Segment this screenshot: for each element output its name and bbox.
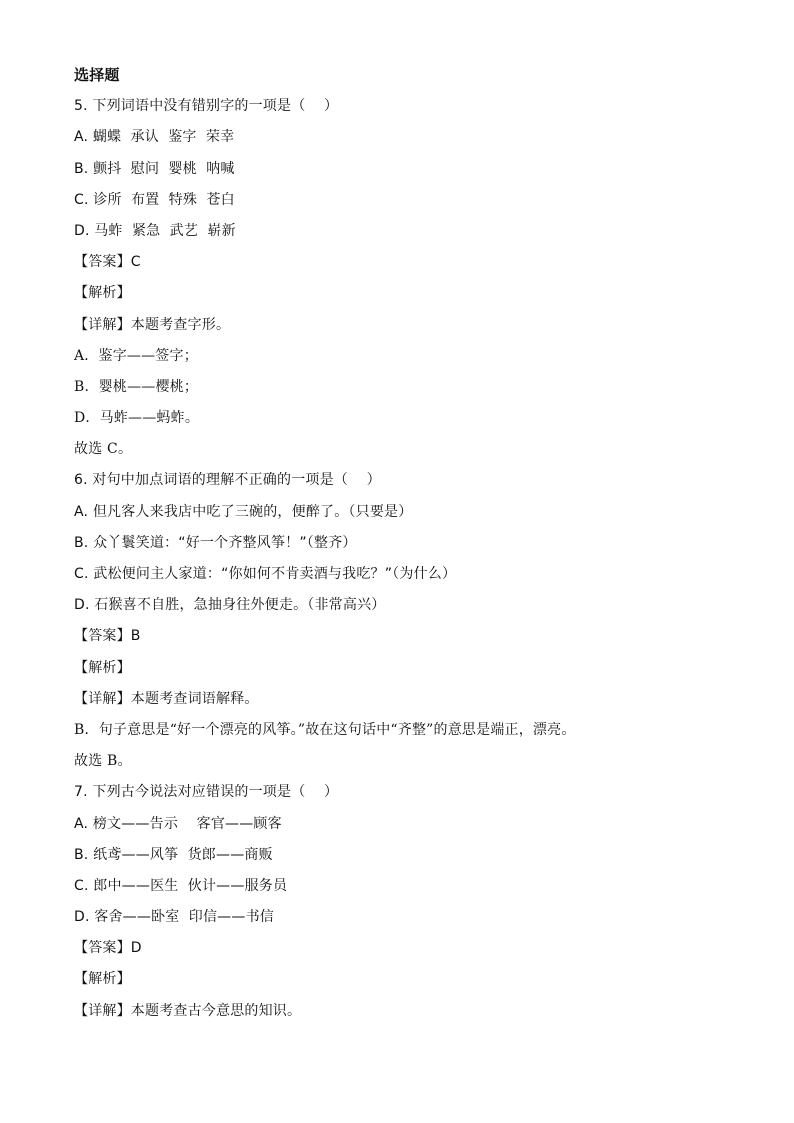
q7-stem: 7. 下列古今说法对应错误的一项是（ ）: [74, 784, 339, 801]
q5-answer: 【答案】C: [74, 254, 141, 271]
q5-note-b: B．婴桃——樱桃；: [74, 378, 199, 395]
q6-stem: 6. 对句中加点词语的理解不正确的一项是（ ）: [74, 472, 381, 489]
q6-option-d: D. 石猴喜不自胜，急抽身往外便走。（非常高兴）: [74, 597, 386, 614]
q6-option-c: C. 武松便问主人家道：“你如何不肯卖酒与我吃？”（为什么）: [74, 566, 457, 582]
q5-detail: 【详解】本题考查字形。: [74, 316, 231, 333]
q5-option-b: B. 颤抖 慰问 婴桃 呐喊: [74, 160, 235, 177]
q7-detail: 【详解】本题考查古今意思的知识。: [74, 1002, 302, 1019]
q7-option-b: B. 纸鸢——风筝 货郎——商贩: [74, 846, 273, 863]
q6-option-b: B. 众丫鬟笑道：“好一个齐整风筝！”（整齐）: [74, 534, 357, 551]
q5-conclusion: 故选 C。: [74, 441, 133, 458]
section-title: 选择题: [74, 66, 120, 84]
q6-option-a: A. 但凡客人来我店中吃了三碗的，便醉了。（只要是）: [74, 503, 413, 520]
q7-option-a: A. 榜文——告示 客官——顾客: [74, 815, 282, 832]
document-page: [74, 60, 754, 1027]
q5-option-c: C. 诊所 布置 特殊 苍白: [74, 191, 235, 208]
q7-analysis-label: 【解析】: [74, 971, 131, 988]
q7-option-d: D. 客舍——卧室 印信——书信: [74, 909, 274, 926]
q5-option-d: D. 马蚱 紧急 武艺 崭新: [74, 222, 236, 239]
q7-answer: 【答案】D: [74, 940, 142, 957]
q5-stem: 5. 下列词语中没有错别字的一项是（ ）: [74, 98, 339, 115]
q5-analysis-label: 【解析】: [74, 285, 131, 302]
q5-note-d: D．马蚱——蚂蚱。: [74, 410, 200, 427]
q5-option-a: A. 蝴蝶 承认 鉴字 荣幸: [74, 129, 235, 146]
q6-detail: 【详解】本题考查词语解释。: [74, 690, 259, 707]
q5-note-a: A．鉴字——签字；: [74, 347, 198, 364]
q6-answer: 【答案】B: [74, 628, 141, 645]
q6-note-b: B．句子意思是“好一个漂亮的风筝。”故在这句话中“齐整”的意思是端正，漂亮。: [74, 721, 576, 738]
q6-analysis-label: 【解析】: [74, 659, 131, 676]
q6-conclusion: 故选 B。: [74, 753, 132, 770]
q7-option-c: C. 郎中——医生 伙计——服务员: [74, 877, 288, 894]
